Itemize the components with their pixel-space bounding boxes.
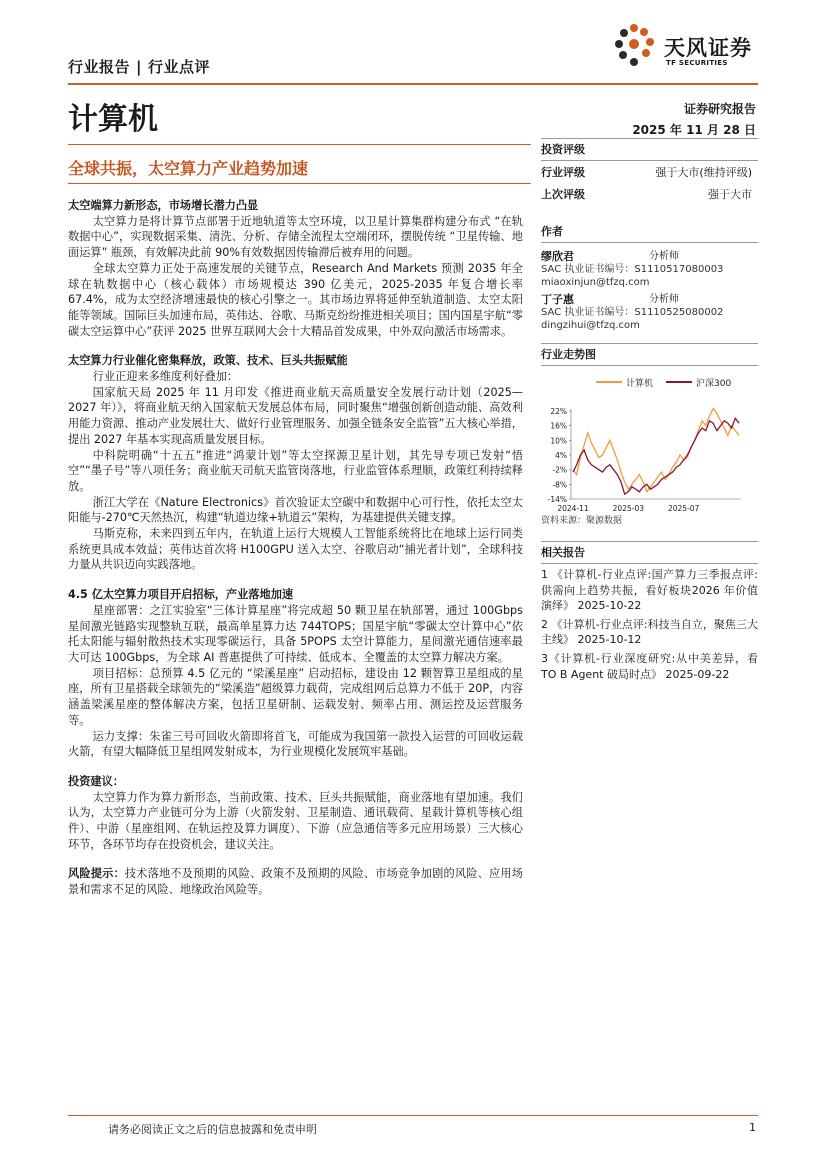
paragraph: 太空算力作为算力新形态，当前政策、技术、巨头共振赋能，商业落地有望加速。我们认为，太空算力产业链可分为上游（火箭发射、卫星制造、通讯载荷、星载计算机等核心组件）、中游（星座组网、在轨运控及算力调度）、下游（应急通信等多元应用场景）三大核心环节，各环节均存在投资机会，建议关注。 — [68, 790, 523, 851]
logo-name-cn: 天风证券 — [664, 36, 752, 60]
series-line — [573, 409, 739, 492]
chart-source: 资料来源：聚源数据 — [541, 516, 623, 526]
paragraph: 行业正迎来多维度利好叠加： — [92, 370, 239, 384]
y-tick-label: 22% — [550, 407, 567, 416]
author-cert: SAC 执业证书编号：S1110525080002 — [541, 307, 724, 318]
sidebar — [541, 138, 758, 332]
paragraph: 运力支撑：朱雀三号可回收火箭即将首飞，可能成为我国第一款投入运营的可回收运载火箭，有望大幅降低卫星组网发射成本，为行业规模化发展筑牢基础。 — [68, 729, 523, 759]
industry-trend-chart — [541, 343, 758, 528]
title-rule-bottom — [68, 183, 531, 184]
footer-disclaimer: 请务必阅读正文之后的信息披露和免责申明 — [108, 1123, 317, 1136]
company-logo — [608, 22, 768, 72]
rating-row — [541, 161, 758, 183]
related-heading: 相关报告 — [541, 541, 758, 564]
author-heading: 作者 — [541, 221, 758, 243]
author-email[interactable]: dingzihui@tfzq.com — [541, 320, 640, 331]
y-tick-label: -14% — [547, 495, 567, 504]
author-name: 缪欣君 — [541, 250, 574, 263]
category-separator: | — [136, 58, 142, 76]
header-rule — [68, 83, 758, 85]
author-cert: SAC 执业证书编号：S1110517080003 — [541, 264, 724, 275]
section-heading: 4.5 亿太空算力项目开启招标，产业落地加速 — [68, 588, 294, 602]
legend-label: 沪深300 — [696, 379, 732, 389]
y-tick-label: 16% — [550, 421, 567, 431]
y-tick-label: -2% — [552, 465, 567, 475]
paragraph: 国家航天局 2025 年 11 月印发《推进商业航天高质量安全发展行动计划（2025—2027 年）》，将商业航天纳入国家航天发展总体布局，同时聚焦“增强创新创造动能、高效利用能力资源、推动产业发展壮大、做好行业管理服务、加强全链条安全监管”五大核心举措，提出 2027 年基本实现高质量发展目标。 — [68, 385, 523, 446]
rating-heading: 投资评级 — [541, 138, 758, 161]
section-heading: 太空端算力新形态，市场增长潜力凸显 — [68, 199, 259, 212]
risk-text: 技术落地不及预期的风险、政策不及预期的风险、市场竞争加剧的风险、应用场景和需求不足的风险、地缘政治风险等。 — [68, 867, 523, 897]
paragraph: 星座部署：之江实验室“三体计算星座”将完成超 50 颗卫星在轨部署，通过 100Gbps 星间激光链路实现整轨互联，最高单星算力达 744TOPS；国星宇航“零碳太空计算中心”依托太阳能与辐射散热技术实现零碳运行，具备 5POPS 太空计算能力，星间激光通信速率最大可达 100Gbps，为全球 AI 普惠提供了可持续、低成本、全覆盖的太空算力解决方案。 — [68, 603, 523, 664]
paragraph: 全球太空算力正处于高速发展的关键节点，Research And Markets 预测 2035 年全球在轨数据中心（核心载体）市场规模达 390 亿美元，2025-2035 年复合增长率 67.4%，成为太空经济增速最快的核心引擎之一。其市场边界将延伸至轨道制造、太空太阳能等领域。国际巨头加速布局，英伟达、谷歌、马斯克纷纷推进相关项目；国内国星宇航“零碳太空运算中心”获评 2025 世界互联网大会十大精品首发成果，中外双向激活市场需求。 — [68, 261, 523, 338]
risk-warning — [68, 866, 523, 897]
prev-rating-row — [541, 183, 758, 205]
author-entry — [541, 293, 758, 332]
x-tick-label: 2025-07 — [667, 504, 700, 513]
rating-label: 行业评级 — [541, 166, 585, 179]
page-number: 1 — [749, 1121, 756, 1134]
paragraph: 项目招标：总预算 4.5 亿元的 “梁溪星座” 启动招标，建设由 12 颗智算卫星组成的星座，所有卫星搭载全球领先的“梁溪造”超级算力载荷，完成组网后总算力不低于 20P，内容涵盖梁溪星座的整体解决方案，包括卫星研制、运载发射、频率占用、测运控及运营服务等。 — [68, 666, 523, 727]
legend-label: 计算机 — [626, 379, 654, 389]
trend-chart-svg — [541, 366, 758, 521]
section-heading: 投资建议： — [68, 774, 124, 788]
related-report-item[interactable]: 3《计算机-行业深度研究:从中美差异，看 TO B Agent 破局时点》 2025-09-22 — [541, 651, 758, 681]
report-date: 2025 年 11 月 28 日 — [632, 123, 756, 137]
logo-name-en: TF SECURITIES — [666, 59, 728, 67]
industry-name: 计算机 — [68, 102, 158, 137]
paragraph: 浙江大学在《Nature Electronics》首次验证太空碳中和数据中心可行性，依托太空太阳能与-270℃天然热沉，构建“轨道边缘+轨道云”架构，为基建提供关键支撑。 — [68, 495, 523, 525]
prev-rating-label: 上次评级 — [541, 188, 585, 201]
report-title: 全球共振，太空算力产业趋势加速 — [68, 159, 309, 178]
category-left: 行业报告 — [68, 58, 131, 76]
related-reports — [541, 541, 758, 682]
y-tick-label: 10% — [550, 436, 567, 446]
author-entry — [541, 250, 758, 289]
title-rule-top — [68, 144, 531, 145]
section-heading: 太空算力行业催化密集释放，政策、技术、巨头共振赋能 — [68, 354, 348, 368]
footer-rule — [68, 1115, 758, 1116]
paragraph: 中科院明确“十五五”推进“鸿蒙计划”等太空探源卫星计划，其先导专项已发射“悟空”“墨子号”等八项任务；商业航天司航天监管岗落地，行业监管体系理顺，政策红利持续释放。 — [68, 448, 523, 493]
y-tick-label: -8% — [552, 480, 567, 490]
author-role: 分析师 — [649, 251, 679, 262]
paragraph: 太空算力是将计算节点部署于近地轨道等太空环境，以卫星计算集群构建分布式 “在轨数据中心”，实现数据采集、清洗、分析、存储全流程太空端闭环，摆脱传统 “卫星传输、地面运算” 瓶颈，有效解决此前 90%有效数据因传输滞后被弃用的问题。 — [68, 214, 523, 260]
related-report-item[interactable]: 2 《计算机-行业点评:科技当自立，聚焦三大主线》 2025-10-12 — [541, 617, 758, 647]
paragraph: 马斯克称，未来四到五年内，在轨道上运行大规模人工智能系统将比在地球上运行同类系统更具成本效益；英伟达首次将 H100GPU 送入太空、谷歌启动“捕光者计划”，全球科技力量从共识迈向实践落地。 — [68, 527, 523, 572]
x-tick-label: 2024-11 — [557, 504, 589, 513]
report-type: 证券研究报告 — [683, 102, 756, 116]
trend-heading: 行业走势图 — [541, 343, 758, 366]
y-tick-label: 4% — [555, 451, 567, 460]
related-report-item[interactable]: 1 《计算机-行业点评:国产算力三季报点评:供需向上趋势共振，看好板块2026 年价值演绎》 2025-10-22 — [541, 568, 758, 613]
risk-label: 风险提示： — [68, 867, 125, 881]
x-tick-label: 2025-03 — [612, 504, 645, 513]
author-role: 分析师 — [649, 294, 679, 305]
author-name: 丁子惠 — [541, 293, 574, 306]
author-email[interactable]: miaoxinjun@tfzq.com — [541, 277, 650, 288]
report-body — [68, 198, 523, 898]
prev-rating-value: 强于大市 — [708, 188, 752, 201]
category-right: 行业点评 — [148, 58, 211, 76]
logo-mark-icon — [608, 22, 662, 72]
report-category — [68, 56, 210, 77]
rating-value: 强于大市(维持评级) — [655, 166, 752, 179]
